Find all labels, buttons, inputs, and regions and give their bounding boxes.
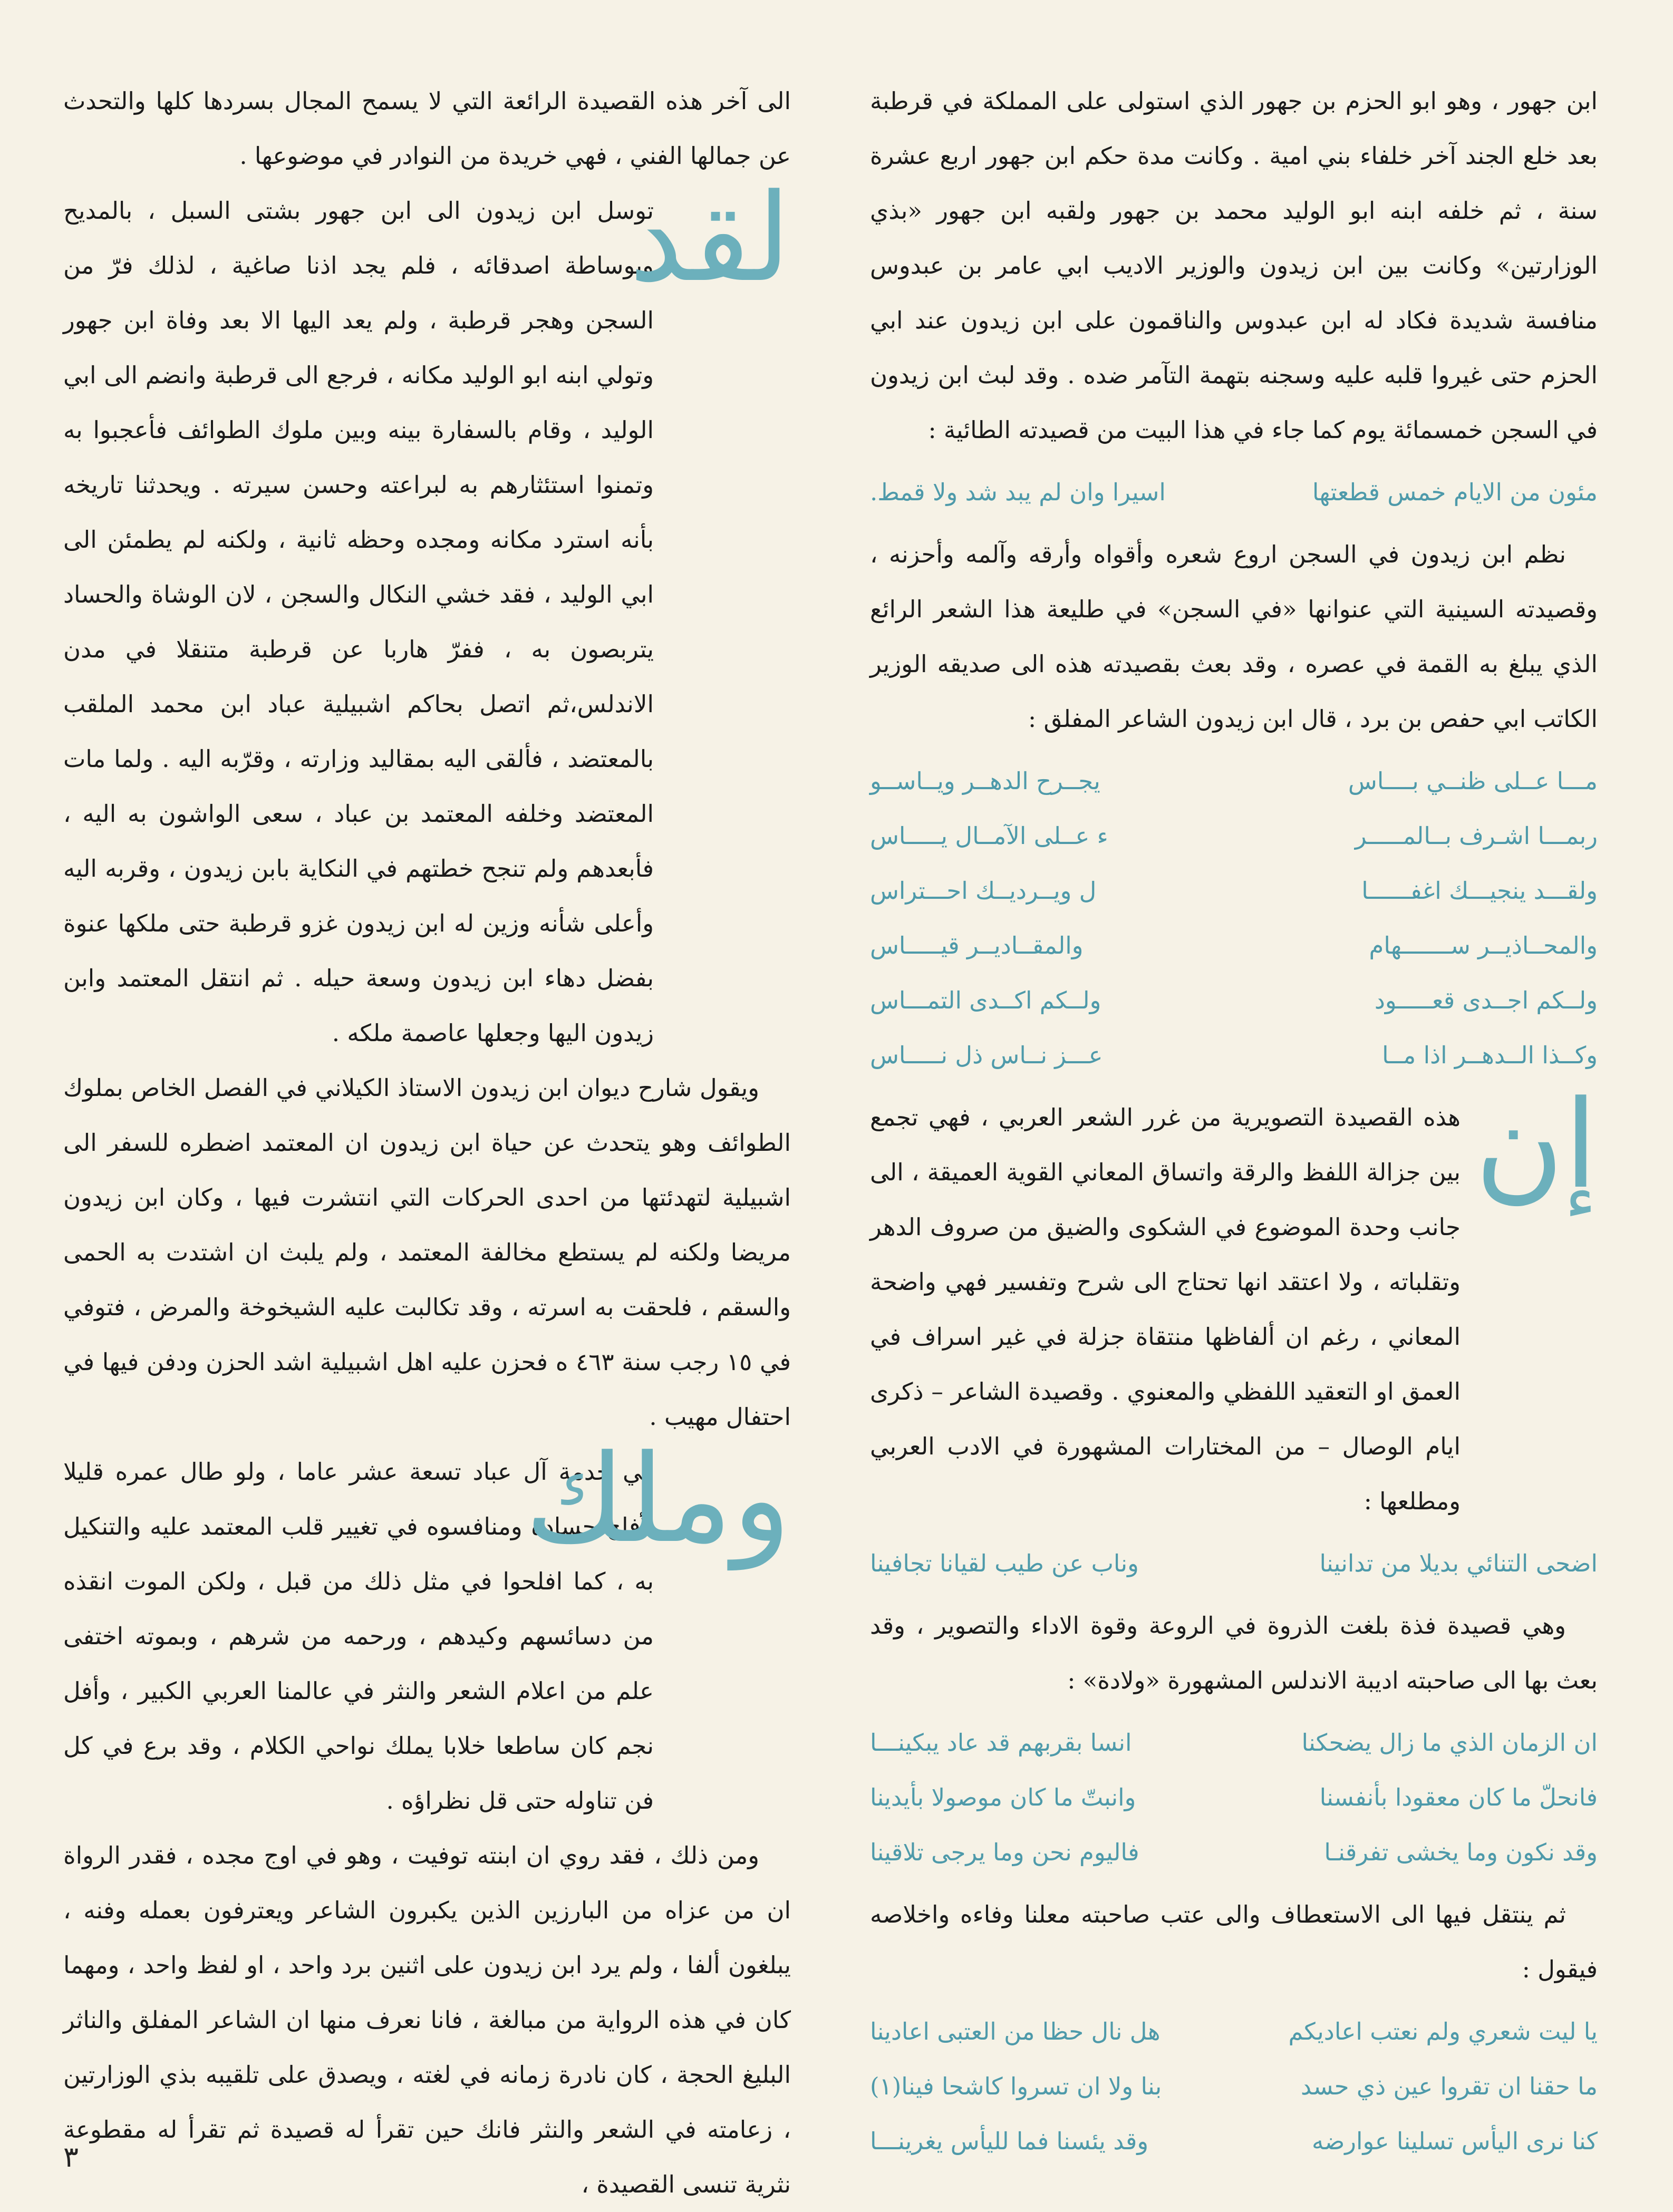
verse-line [870,2004,1598,2059]
hemistich-first: اضحى التنائي بديلا من تدانينا [1319,1549,1598,1577]
hemistich-first: ولــكم اجــدى قعـــــود [1374,986,1598,1014]
verse-line [870,2114,1598,2169]
verse-line [870,1536,1598,1591]
left-column [63,74,791,2212]
paragraph: في خدمة آل عباد تسعة عشر عاما ، ولو طال عمره قليلا لأفلح حساده ومنافسوه في تغيير قلب المعتمد عليه والتنكيل به ، كما افلحوا في مثل ذلك من قبل ، ولكن الموت انقذه من دسائسهم وكيدهم ، ورحمه من شرهم ، وبموته اختفى علم من اعلام الشعر والنثر في عالمنا العربي الكبير ، وأفل نجم كان ساطعا خلابا يملك نواحي الكلام ، وقد برع في كل فن تناوله حتى قل نظراؤه . [63,1458,654,1815]
hemistich-first: ربمـــا اشـرف بــالمـــــر [1355,822,1598,850]
paragraph: الى آخر هذه القصيدة الرائعة التي لا يسمح المجال بسردها كلها والتحدث عن جمالها الفني ، فهي خريدة من النوادر في موضوعها . [63,87,791,170]
hemistich-second: اسيرا وان لم يبد شد ولا قمط. [870,478,1166,506]
dropcap-section [870,1075,1598,1529]
verse-line [870,754,1598,809]
verse-line [870,1825,1598,1880]
hemistich-second: ل ويــرديــك احـــتراس [870,877,1097,905]
paragraph: ابن جهور ، وهو ابو الحزم بن جهور الذي استولى على المملكة في قرطبة بعد خلع الجند آخر خلفاء بني امية . وكانت مدة حكم ابن جهور اربع عشرة سنة ، ثم خلفه ابنه ابو الوليد محمد بن جهور ولقبه ابن جهور «بذي الوزارتين» وكانت بين ابن زيدون والوزير الاديب ابي عامر بن عبدوس منافسة شديدة فكاد له ابن عبدوس والناقمون على ابن زيدون عند ابي الحزم حتى غيروا قلبه عليه وسجنه بتهمة التآمر ضده . وقد لبث ابن زيدون في السجن خمسمائة يوم كما جاء في هذا البيت من قصيدته الطائية : [870,87,1598,444]
hemistich-first: ان الزمان الذي ما زال يضحكنا [1301,1729,1598,1757]
hemistich-second: وانبتّ ما كان موصولا بأيدينا [870,1783,1136,1811]
right-column [870,74,1598,2176]
paragraph: نظم ابن زيدون في السجن اروع شعره وأقواه وأرقه وآلمه وأحزنه ، وقصيدته السينية التي عنوانها «في السجن» في طليعة هذا الشعر الرائع الذي يبلغ به القمة في عصره ، وقد بعث بقصيدته هذه الى صديقه الوزير الكاتب ابي حفص بن برد ، قال ابن زيدون الشاعر المفلق : [870,540,1598,733]
hemistich-second: وقد يئسنا فما لليأس يغرينـــا [870,2127,1149,2155]
page-number: ٣ [63,2140,79,2174]
hemistich-first: كنا نرى اليأس تسلينا عوارضه [1311,2127,1598,2155]
dropcap: وملك [525,1429,791,1570]
hemistich-first: وقد نكون وما يخشى تفرقنـا [1324,1838,1598,1866]
hemistich-first: والمحــاذيــر ســـــــهام [1369,932,1598,959]
hemistich-second: بنا ولا ان تسروا كاشحا فينا(١) [870,2072,1162,2100]
poem-verse [870,1536,1598,1591]
paragraph: توسل ابن زيدون الى ابن جهور بشتى السبل ، بالمديح وبوساطة اصدقائه ، فلم يجد اذنا صاغية ، لذلك فرّ من السجن وهجر قرطبة ، ولم يعد اليها الا بعد وفاة ابن جهور وتولي ابنه ابو الوليد مكانه ، فرجع الى قرطبة وانضم الى ابي الوليد ، وقام بالسفارة بينه وبين ملوك الطوائف فأعجبوا به وتمنوا استئثارهم به لبراعته وحسن سيرته . ويحدثنا تاريخه بأنه استرد مكانه ومجده وحظه ثانية ، ولكنه لم يطمئن الى ابي الوليد ، فقد خشي النكال والسجن ، لان الوشاة والحساد يتربصون به ، ففرّ هاربا عن قرطبة متنقلا في مدن الاندلس،ثم اتصل بحاكم اشبيلية عباد ابن محمد الملقب بالمعتضد ، فألقى اليه بمقاليد وزارته ، وقرّبه اليه . ولما مات المعتضد وخلفه المعتمد بن عباد ، سعى الواشون به اليه ، فأبعدهم ولم تنجح خطتهم في النكاية بابن زيدون ، وقربه اليه وأعلى شأنه وزين له ابن زيدون غزو قرطبة حتى ملكها عنوة بفضل دهاء ابن زيدون وسعة حيله . ثم انتقل المعتمد وابن زيدون اليها وجعلها عاصمة ملكه . [63,197,654,1047]
hemistich-second: عـــز نــاس ذل نـــــاس [870,1041,1103,1069]
verse-line [870,973,1598,1028]
hemistich-second: هل نال حظا من العتبى اعادينا [870,2017,1161,2045]
hemistich-first: مئون من الايام خمس قطعتها [1312,478,1598,506]
poem-verse [870,754,1598,1083]
hemistich-first: مـــا عــلى ظنــي بــــاس [1348,767,1598,795]
paragraph: ثم ينتقل فيها الى الاستعطاف والى عتب صاحبته معلنا وفاءه واخلاصه فيقول : [870,1900,1598,1983]
verse-line [870,2059,1598,2114]
poem-verse [870,1715,1598,1880]
hemistich-second: ء عــلى الآمــال يـــــاس [870,822,1108,850]
paragraph: ويقول شارح ديوان ابن زيدون الاستاذ الكيلاني في الفصل الخاص بملوك الطوائف وهو يتحدث عن حياة ابن زيدون ان المعتمد اضطره للسفر الى اشبيلية لتهدئتها من احدى الحركات التي انتشرت فيها ، وكان ابن زيدون مريضا ولكنه لم يستطع مخالفة المعتمد ، ولم يلبث ان اشتدت به الحمى والسقم ، فلحقت به اسرته ، وقد تكالبت عليه الشيخوخة والمرض ، فتوفي في ١٥ رجب سنة ٤٦٣ ه فحزن عليه اهل اشبيلية اشد الحزن ودفن فيها في احتفال مهيب . [63,1074,791,1431]
hemistich-first: يا ليت شعري ولم نعتب اعاديكم [1288,2017,1598,2045]
verse-line [870,465,1598,520]
verse-line [870,809,1598,864]
verse-line [870,918,1598,973]
hemistich-second: والمقــاديــر قيـــــاس [870,932,1084,959]
hemistich-first: ولقـــد ينجيـــك اغفــــــا [1361,877,1598,905]
paragraph: هذه القصيدة التصويرية من غرر الشعر العربي ، فهي تجمع بين جزالة اللفظ والرقة واتساق المعاني القوية العميقة ، الى جانب وحدة الموضوع في الشكوى والضيق من صروف الدهر وتقلباته ، ولا اعتقد انها تحتاج الى شرح وتفسير فهي واضحة المعاني ، رغم ان ألفاظها منتقاة جزلة في غير اسراف في العمق او التعقيد اللفظي والمعنوي . وقصيدة الشاعر – ذكرى ايام الوصال – من المختارات المشهورة في الادب العربي ومطلعها : [870,1103,1461,1515]
hemistich-second: ولــكم اكــدى التمـــاس [870,986,1101,1014]
dropcap: إن [1475,1075,1598,1216]
paragraph: ومن ذلك ، فقد روي ان ابنته توفيت ، وهو في اوج مجده ، فقدر الرواة ان من عزاه من البارزين الذين يكبرون الشاعر ويعترفون بعمله وفنه ، يبلغون ألفا ، ولم يرد ابن زيدون على اثنين برد واحد ، او لفظ واحد ، ومهما كان في هذه الرواية من مبالغة ، فانا نعرف منها ان الشاعر المفلق والناثر البليغ الحجة ، كان نادرة زمانه في لغته ، ويصدق على تلقيبه بذي الوزارتين ، زعامته في الشعر والنثر فانك حين تقرأ له قصيدة ثم تقرأ له مقطوعة نثرية تنسى القصيدة ، [63,1841,791,2198]
hemistich-second: وناب عن طيب لقيانا تجافينا [870,1549,1139,1577]
hemistich-second: يجــرح الدهــر ويــاســو [870,767,1100,795]
hemistich-first: وكــذا الــدهــر اذا مــا [1382,1041,1598,1069]
dropcap-section [63,1429,791,1828]
dropcap: لقد [628,168,791,309]
hemistich-second: فاليوم نحن وما يرجى تلاقينا [870,1838,1139,1866]
hemistich-first: ما حقنا ان تقروا عين ذي حسد [1301,2072,1598,2100]
verse-line [870,864,1598,918]
verse-line [870,1770,1598,1825]
hemistich-second: انسا بقربهم قد عاد يبكينـــا [870,1729,1132,1757]
paragraph: وهي قصيدة فذة بلغت الذروة في الروعة وقوة الاداء والتصوير ، وقد بعث بها الى صاحبته اديبة الاندلس المشهورة «ولادة» : [870,1612,1598,1694]
poem-verse [870,2004,1598,2169]
dropcap-section [63,168,791,1061]
verse-line [870,1715,1598,1770]
poem-verse [870,465,1598,520]
hemistich-first: فانحلّ ما كان معقودا بأنفسنا [1319,1783,1598,1811]
